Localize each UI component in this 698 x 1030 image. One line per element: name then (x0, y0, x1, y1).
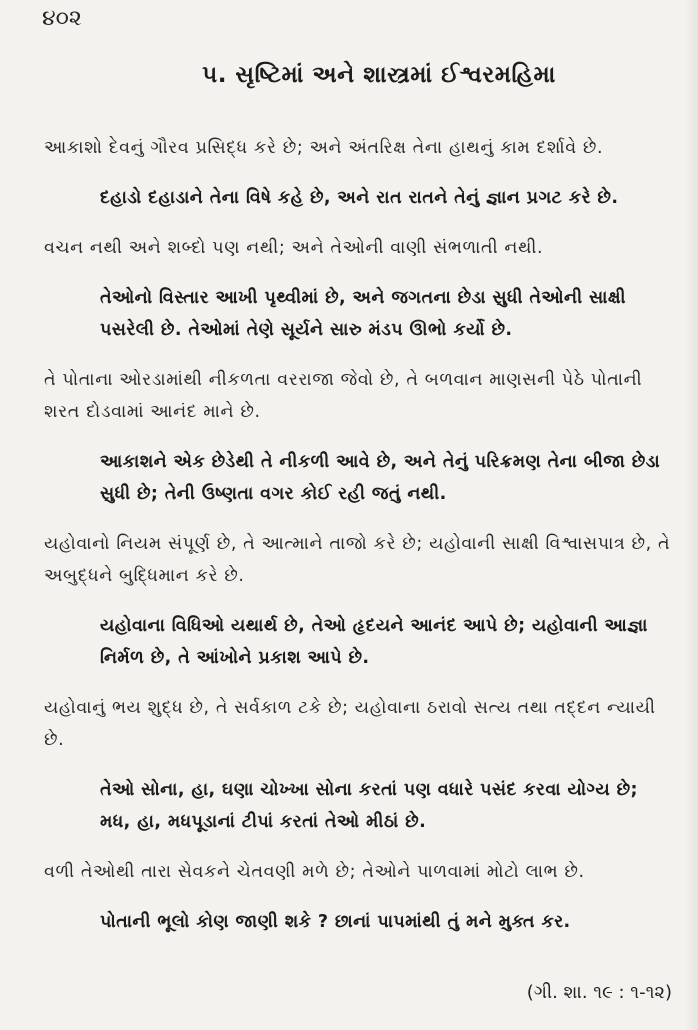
verse-3: વચન નથી અને શબ્દો પણ નથી; અને તેઓની વાણી સંભળાતી નથી. (44, 238, 544, 258)
verse-6: આકાશને એક છેડેથી તે નીકળી આવે છે, અને તેનું પરિક્રમણ તેના બીજા છેડા સુધી છે; તેની ઉષ્ણતા વગર કોઈ રહી જતું નથી. (100, 452, 661, 504)
verse-8: યહોવાના વિધિઓ યથાર્થ છે, તેઓ હૃદયને આનંદ આપે છે; યહોવાની આજ્ઞા નિર્મળ છે, તે આંખોને પ્રકાશ આપે છે. (100, 616, 648, 668)
scripture-reference: (ગી. શા. ૧૯ : ૧-૧૨) (526, 982, 672, 1003)
verse-2: દહાડો દહાડાને તેના વિષે કહે છે, અને રાત રાતને તેનું જ્ઞાન પ્રગટ કરે છે. (100, 188, 619, 208)
verse-9: યહોવાનું ભય શુદ્ધ છે, તે સર્વકાળ ટકે છે; યહોવાના ઠરાવો સત્ય તથા તદ્દન ન્યાયી છે. (44, 698, 656, 750)
verse-1: આકાશો દેવનું ગૌરવ પ્રસિદ્ધ કરે છે; અને અંતરિક્ષ તેના હાથનું કામ દર્શાવે છે. (44, 138, 604, 158)
verse-5: તે પોતાના ઓરડામાંથી નીકળતા વરરાજા જેવો છે, તે બળવાન માણસની પેઠે પોતાની શરત દોડવામાં આનંદ માને છે. (44, 370, 643, 422)
verse-11: વળી તેઓથી તારા સેવકને ચેતવણી મળે છે; તેઓને પાળવામાં મોટો લાભ છે. (44, 862, 585, 882)
page-number: ૪૦૨ (42, 6, 82, 31)
verse-list (44, 132, 676, 956)
verse-4: તેઓનો વિસ્તાર આખી પૃથ્વીમાં છે, અને જગતના છેડા સુધી તેઓની સાક્ષી પસરેલી છે. તેઓમાં તેણે સૂર્યને સારુ મંડપ ઊભો કર્યો છે. (100, 288, 626, 340)
verse-12: પોતાની ભૂલો કોણ જાણી શકે ? છાનાં પાપમાંથી તું મને મુક્ત કર. (100, 912, 571, 932)
verse-10: તેઓ સોના, હા, ઘણા ચોખ્ખા સોના કરતાં પણ વધારે પસંદ કરવા યોગ્ય છે; મધ, હા, મધપૂડાનાં ટીપાં કરતાં તેઓ મીઠાં છે. (100, 780, 638, 832)
verse-7: યહોવાનો નિયમ સંપૂર્ણ છે, તે આત્માને તાજો કરે છે; યહોવાની સાક્ષી વિશ્વાસપાત્ર છે, તે અબુદ્ધને બુદ્ધિમાન કરે છે. (44, 534, 671, 586)
page-edge-shadow (684, 0, 698, 1030)
section-title: ૫. સૃષ્ટિમાં અને શાસ્ત્રમાં ઈશ્વરમહિમા (202, 62, 556, 88)
